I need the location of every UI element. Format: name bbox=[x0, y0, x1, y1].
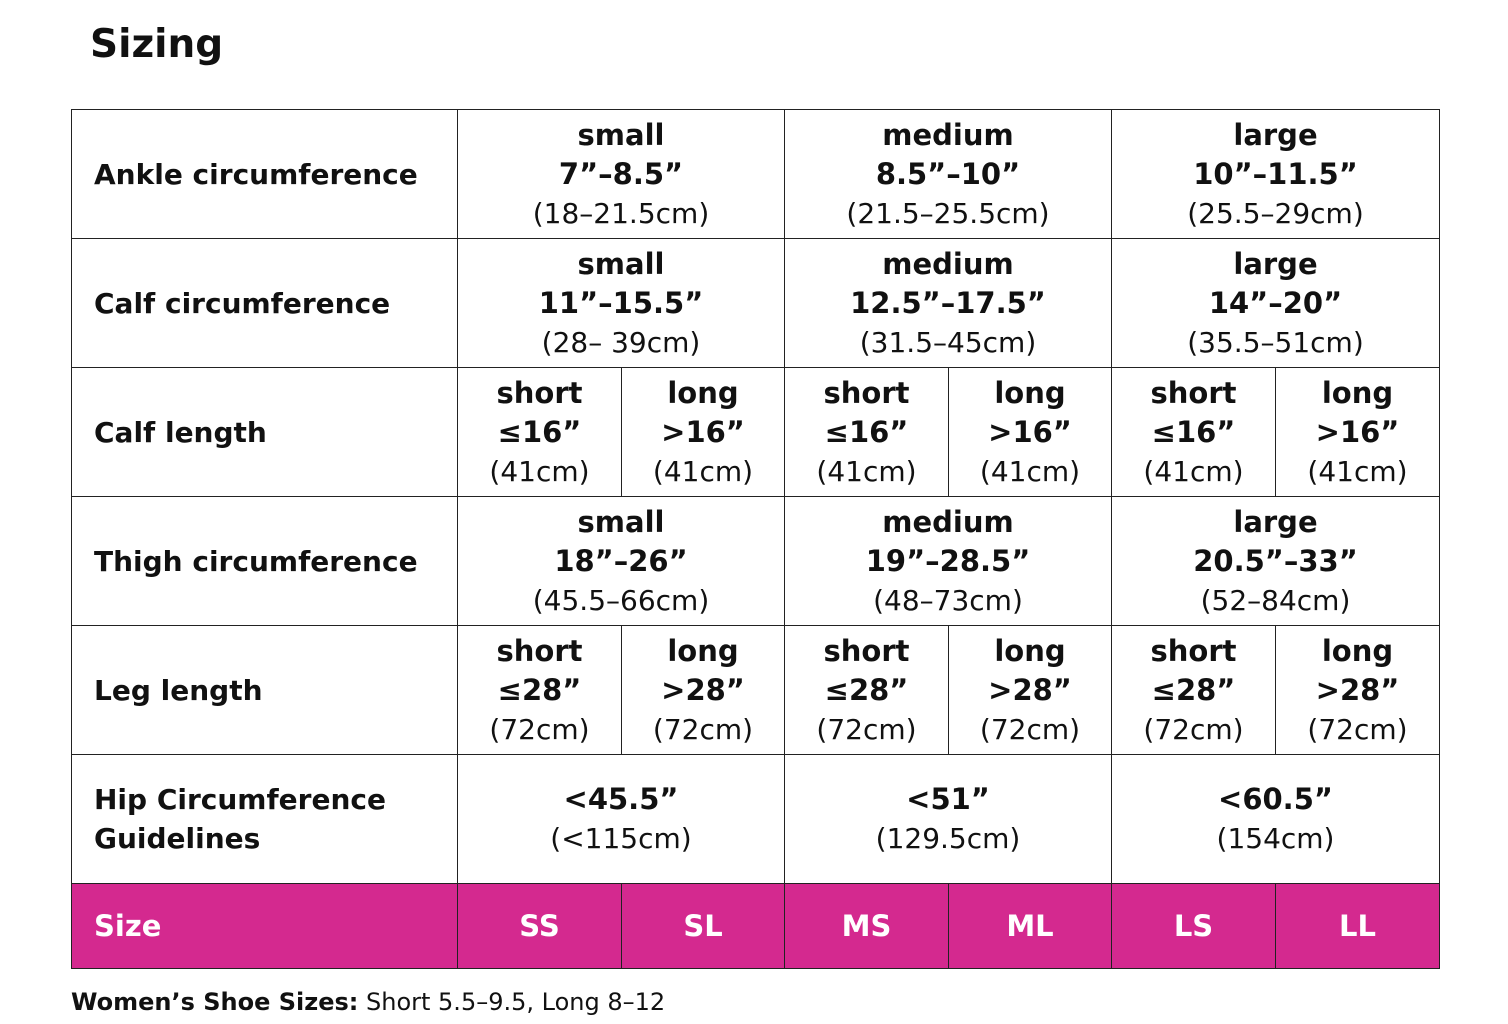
inch-range: 11”–15.5” bbox=[538, 285, 704, 320]
length-name: long bbox=[994, 375, 1066, 410]
inch-range: 7”–8.5” bbox=[558, 156, 684, 191]
size-name: small bbox=[577, 246, 665, 281]
inch-limit: >28” bbox=[661, 672, 745, 707]
cm-range: (35.5–51cm) bbox=[1187, 325, 1364, 359]
cm-limit: (72cm) bbox=[979, 712, 1081, 746]
size-name: medium bbox=[882, 246, 1014, 281]
inch-limit: ≤28” bbox=[497, 672, 582, 707]
cm-range: (31.5–45cm) bbox=[859, 325, 1037, 359]
cm-range: (45.5–66cm) bbox=[532, 583, 710, 617]
inch-limit: <51” bbox=[906, 782, 990, 816]
size-cell-small bbox=[458, 110, 785, 239]
size-cell-medium bbox=[785, 110, 1112, 239]
size-code-sl: SL bbox=[622, 884, 785, 969]
cm-limit: (41cm) bbox=[489, 454, 590, 488]
size-code-ss: SS bbox=[458, 884, 622, 969]
size-name: medium bbox=[882, 504, 1014, 539]
size-name: large bbox=[1233, 246, 1318, 281]
hip-cell-small bbox=[458, 755, 785, 884]
cm-limit: (41cm) bbox=[652, 454, 754, 488]
cm-range: (25.5–29cm) bbox=[1187, 196, 1364, 230]
inch-limit: >16” bbox=[988, 414, 1072, 449]
cm-limit: (41cm) bbox=[1143, 454, 1244, 488]
row-label: Ankle circumference bbox=[72, 110, 458, 239]
sizing-table bbox=[71, 109, 1440, 969]
row-label: Thigh circumference bbox=[72, 497, 458, 626]
size-name: small bbox=[577, 117, 665, 152]
cm-range: (52–84cm) bbox=[1200, 583, 1351, 617]
size-code-ml: ML bbox=[949, 884, 1112, 969]
length-name: short bbox=[496, 375, 583, 410]
length-name: long bbox=[667, 633, 739, 668]
length-cell-short bbox=[458, 626, 622, 755]
length-name: short bbox=[1150, 375, 1237, 410]
inch-range: 20.5”–33” bbox=[1193, 543, 1358, 578]
length-cell-long bbox=[949, 626, 1112, 755]
cm-limit: (41cm) bbox=[979, 454, 1081, 488]
length-name: short bbox=[823, 633, 910, 668]
size-name: small bbox=[577, 504, 665, 539]
thigh-circumference-row bbox=[72, 497, 1440, 626]
length-name: long bbox=[1321, 633, 1394, 668]
inch-limit: >16” bbox=[1315, 414, 1400, 449]
ankle-circumference-row bbox=[72, 110, 1440, 239]
size-name: large bbox=[1233, 117, 1318, 152]
inch-limit: ≤28” bbox=[824, 672, 909, 707]
row-label-line1: Hip Circumference bbox=[94, 783, 386, 816]
length-cell-long bbox=[949, 368, 1112, 497]
size-code-row bbox=[72, 884, 1440, 969]
cm-range: (18–21.5cm) bbox=[532, 196, 710, 230]
row-label-line2: Guidelines bbox=[94, 822, 261, 855]
size-cell-small bbox=[458, 239, 785, 368]
length-cell-short bbox=[1112, 368, 1276, 497]
length-cell-long bbox=[1276, 626, 1440, 755]
cm-limit: (154cm) bbox=[1216, 822, 1335, 855]
calf-circumference-row bbox=[72, 239, 1440, 368]
length-cell-long bbox=[622, 368, 785, 497]
cm-range: (21.5–25.5cm) bbox=[846, 196, 1050, 230]
inch-range: 8.5”–10” bbox=[875, 156, 1021, 191]
cm-limit: (41cm) bbox=[1307, 454, 1408, 488]
size-cell-medium bbox=[785, 239, 1112, 368]
inch-limit: ≤16” bbox=[497, 414, 582, 449]
cm-limit: (72cm) bbox=[652, 712, 754, 746]
cm-limit: (72cm) bbox=[1143, 712, 1244, 746]
cm-range: (48–73cm) bbox=[873, 583, 1023, 617]
size-cell-medium bbox=[785, 497, 1112, 626]
size-code-ls: LS bbox=[1112, 884, 1276, 969]
length-name: long bbox=[1321, 375, 1394, 410]
cm-limit: (129.5cm) bbox=[875, 822, 1021, 855]
row-label: Calf length bbox=[72, 368, 458, 497]
length-name: short bbox=[823, 375, 910, 410]
shoe-size-note bbox=[71, 988, 665, 1016]
inch-range: 10”–11.5” bbox=[1193, 156, 1358, 191]
shoe-size-label: Women’s Shoe Sizes: bbox=[71, 988, 359, 1016]
length-cell-short bbox=[458, 368, 622, 497]
inch-range: 12.5”–17.5” bbox=[850, 285, 1046, 320]
calf-length-row bbox=[72, 368, 1440, 497]
length-name: short bbox=[496, 633, 583, 668]
row-label bbox=[72, 755, 458, 884]
row-label: Leg length bbox=[72, 626, 458, 755]
inch-limit: ≤16” bbox=[1151, 414, 1236, 449]
shoe-size-values: Short 5.5–9.5, Long 8–12 bbox=[358, 988, 666, 1016]
length-cell-short bbox=[785, 368, 949, 497]
inch-range: 19”–28.5” bbox=[865, 543, 1031, 578]
leg-length-row bbox=[72, 626, 1440, 755]
size-cell-small bbox=[458, 497, 785, 626]
size-cell-large bbox=[1112, 497, 1440, 626]
size-code-ll: LL bbox=[1276, 884, 1440, 969]
inch-limit: >28” bbox=[1315, 672, 1400, 707]
hip-cell-large bbox=[1112, 755, 1440, 884]
cm-limit: (41cm) bbox=[816, 454, 917, 488]
length-name: short bbox=[1150, 633, 1237, 668]
cm-limit: (72cm) bbox=[1307, 712, 1408, 746]
inch-limit: >28” bbox=[988, 672, 1072, 707]
inch-limit: <60.5” bbox=[1218, 782, 1333, 816]
inch-limit: <45.5” bbox=[563, 782, 679, 816]
inch-limit: >16” bbox=[661, 414, 745, 449]
inch-range: 18”–26” bbox=[554, 543, 688, 578]
cm-limit: (<115cm) bbox=[550, 822, 692, 855]
inch-limit: ≤16” bbox=[824, 414, 909, 449]
length-cell-short bbox=[785, 626, 949, 755]
length-name: long bbox=[667, 375, 739, 410]
inch-range: 14”–20” bbox=[1208, 285, 1343, 320]
size-code-ms: MS bbox=[785, 884, 949, 969]
length-cell-long bbox=[622, 626, 785, 755]
size-cell-large bbox=[1112, 110, 1440, 239]
hip-cell-medium bbox=[785, 755, 1112, 884]
cm-range: (28– 39cm) bbox=[541, 325, 701, 359]
hip-circumference-row bbox=[72, 755, 1440, 884]
row-label: Calf circumference bbox=[72, 239, 458, 368]
inch-limit: ≤28” bbox=[1151, 672, 1236, 707]
cm-limit: (72cm) bbox=[816, 712, 917, 746]
size-cell-large bbox=[1112, 239, 1440, 368]
page-title: Sizing bbox=[90, 22, 224, 67]
cm-limit: (72cm) bbox=[489, 712, 590, 746]
size-name: medium bbox=[882, 117, 1014, 152]
length-cell-short bbox=[1112, 626, 1276, 755]
size-name: large bbox=[1233, 504, 1318, 539]
size-row-label: Size bbox=[72, 884, 458, 969]
length-name: long bbox=[994, 633, 1066, 668]
length-cell-long bbox=[1276, 368, 1440, 497]
